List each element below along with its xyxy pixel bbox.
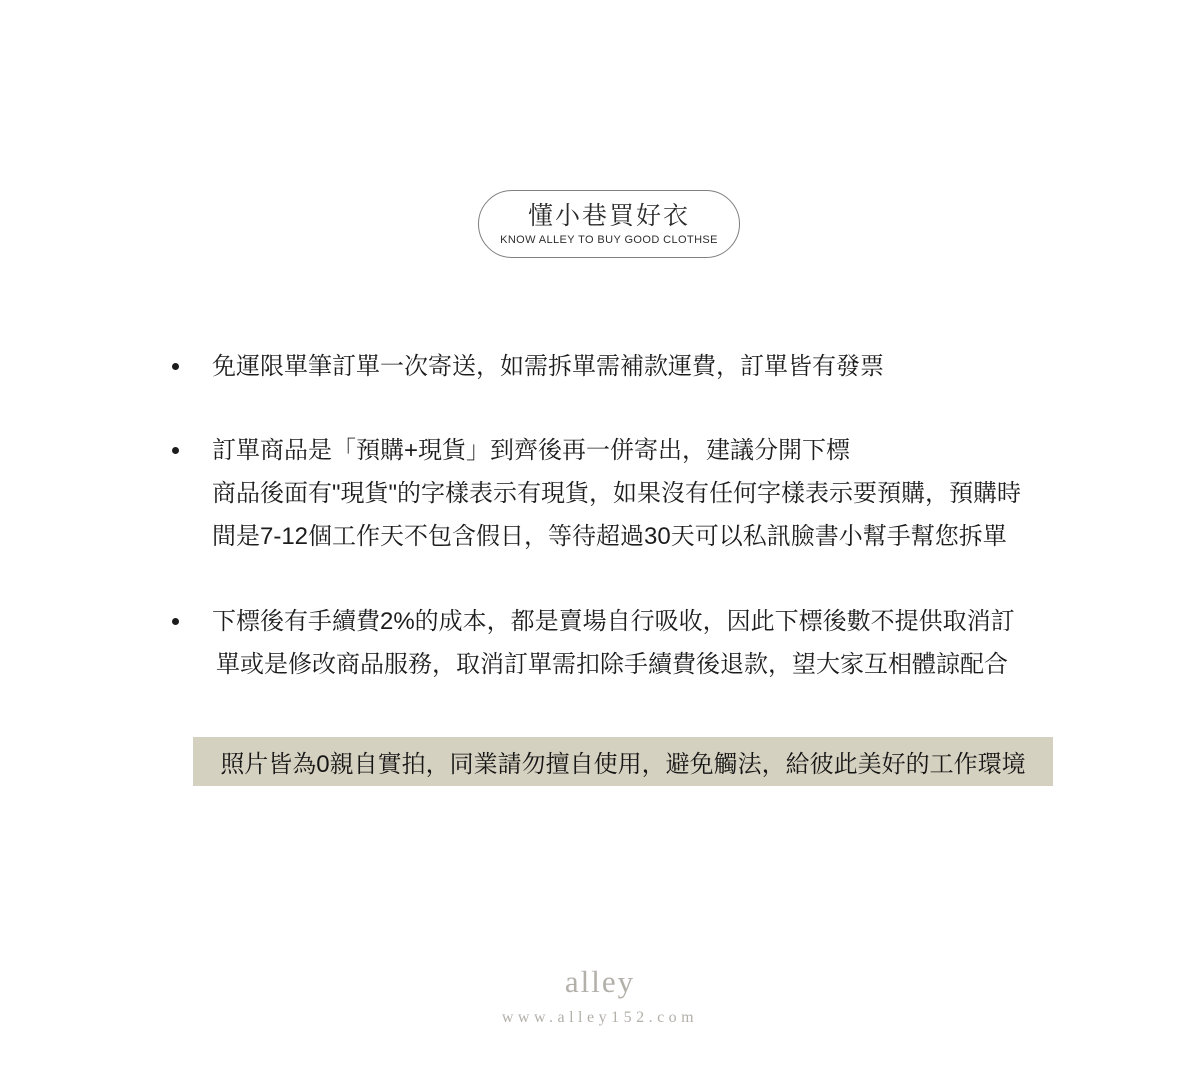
highlight-note: 照片皆為0親自實拍，同業請勿擅自使用，避免觸法，給彼此美好的工作環境 — [193, 737, 1053, 786]
bullet-dot — [172, 363, 179, 370]
bullet-preorder-text — [212, 429, 1021, 558]
bullet-preorder — [172, 429, 1072, 558]
footer — [0, 965, 1200, 1027]
bullet-line: 下標後有手續費2%的成本，都是賣場自行吸收，因此下標後數不提供取消訂 — [212, 608, 1015, 635]
brand-logo-text: alley — [564, 964, 636, 999]
bullet-line: 免運限單筆訂單一次寄送，如需拆單需補款運費，訂單皆有發票 — [212, 353, 884, 380]
bullet-dot — [172, 618, 179, 625]
bullet-cancellation-text — [212, 600, 1015, 686]
bullet-line: 間是7-12個工作天不包含假日，等待超過30天可以私訊臉書小幫手幫您拆單 — [212, 523, 1007, 550]
bullet-shipping — [172, 345, 1072, 388]
bullet-cancellation — [172, 600, 1072, 686]
brand-badge — [478, 190, 740, 258]
bullet-line: 單或是修改商品服務，取消訂單需扣除手續費後退款，望大家互相體諒配合 — [216, 651, 1008, 678]
badge-title: 懂小巷買好衣 — [527, 202, 690, 231]
website-url: www.alley152.com — [501, 1009, 699, 1027]
bullet-dot — [172, 447, 179, 454]
badge-subtitle: KNOW ALLEY TO BUY GOOD CLOTHSE — [500, 233, 718, 246]
bullet-line: 訂單商品是「預購+現貨」到齊後再一併寄出，建議分開下標 — [212, 437, 851, 464]
bullet-shipping-text — [212, 345, 884, 388]
bullet-line: 商品後面有"現貨"的字樣表示有現貨，如果沒有任何字樣表示要預購，預購時 — [212, 480, 1022, 507]
